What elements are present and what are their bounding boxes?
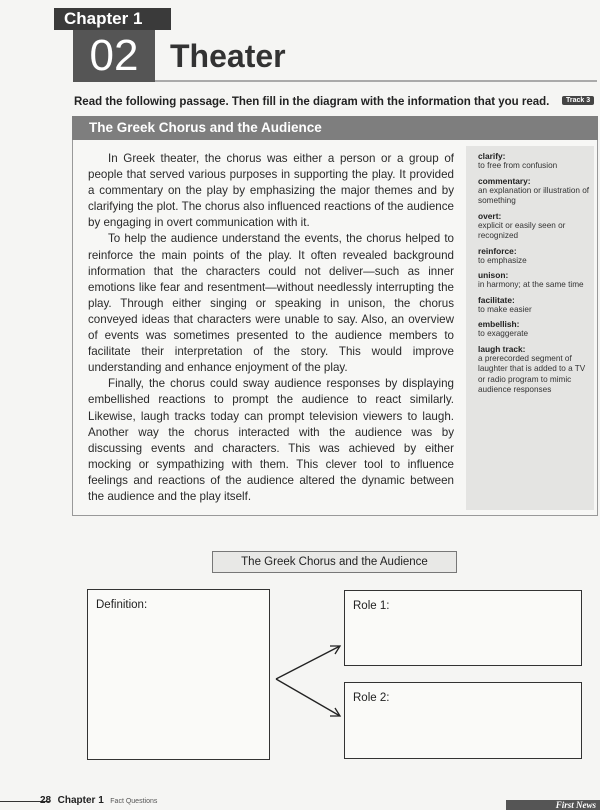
footer-section: Fact Questions <box>110 798 158 805</box>
vocab-definition: a prerecorded segment of laughter that is added to a TV or radio program to mimic audience responses <box>478 353 586 394</box>
arrowhead-icon <box>330 708 340 716</box>
vocab-item <box>478 246 594 267</box>
chapter-number: 02 <box>73 30 155 82</box>
page-number: 28 <box>40 795 52 806</box>
title-rule <box>155 80 597 82</box>
vocab-definition: to make easier <box>478 304 532 314</box>
diagram-title: The Greek Chorus and the Audience <box>212 551 457 573</box>
vocab-item <box>478 344 594 396</box>
role-2-box[interactable] <box>344 682 582 759</box>
passage-paragraph: To help the audience understand the events, the chorus helped to reinforce the main points of the play. It often revealed background information that the characters could not deliver—such as inner emotions like fear and resentment—without needlessly interrupting the play. Through either singing or speaking in unison, the chorus conveyed ideas that characters were unable to say. Also, an overview of events was sometimes presented to the audience members to facilitate their interpretation of the story. This would improve understanding and enhance enjoyment of the play. <box>88 232 454 375</box>
vocab-item <box>478 295 594 316</box>
vocab-term: reinforce: <box>478 245 517 256</box>
definition-label: Definition: <box>96 599 148 611</box>
vocab-item <box>478 151 594 172</box>
page-title: Theater <box>170 38 286 74</box>
vocab-item <box>478 270 594 291</box>
footer-chapter: Chapter 1 <box>57 795 104 806</box>
vocab-term: facilitate: <box>478 294 515 305</box>
passage-paragraph: Finally, the chorus could sway audience responses by displaying embellished reactions to prompt the audience to react similarly. Likewise, laugh tracks today can prompt television viewers to laugh. Another way the chorus interacted with the audience was by discussing events and characters. This was achieved by either mocking or sympathizing with them. This clever tool to influence feelings and reactions of the audience altered the dynamic between the audience and the play itself. <box>88 377 454 503</box>
arrow-to-role-1 <box>276 646 340 679</box>
vocab-item <box>478 319 594 340</box>
vocab-term: overt: <box>478 210 502 221</box>
diagram-arrows <box>270 640 345 740</box>
arrow-to-role-2 <box>276 679 340 716</box>
page-footer <box>40 795 157 806</box>
vocab-definition: to free from confusion <box>478 161 558 170</box>
vocab-item <box>478 211 594 242</box>
track-badge: Track 3 <box>562 96 594 105</box>
chapter-label: Chapter 1 <box>54 8 171 30</box>
vocab-term: laugh track: <box>478 343 526 354</box>
passage-text <box>88 151 454 505</box>
role-1-box[interactable] <box>344 590 582 666</box>
role-1-label: Role 1: <box>353 600 390 612</box>
passage-heading-bar <box>72 116 598 140</box>
instruction-text: Read the following passage. Then fill in the diagram with the information that you read. <box>74 96 550 108</box>
vocab-definition: explicit or easily seen or recognized <box>478 220 566 240</box>
vocab-definition: in harmony; at the same time <box>478 280 584 289</box>
vocab-term: clarify: <box>478 151 506 161</box>
vocab-definition: an explanation or illustration of something <box>478 185 590 205</box>
vocab-definition: to exaggerate <box>478 329 529 338</box>
passage-paragraph: In Greek theater, the chorus was either a person or a group of people that served various purposes in supporting the play. It provided a commentary on the play by emphasizing the major themes and by clarifying the plot. The chorus also influenced reactions of the audience by engaging in overt communication with it. <box>88 152 454 230</box>
vocab-term: embellish: <box>478 319 520 329</box>
definition-box[interactable] <box>87 589 270 760</box>
role-2-label: Role 2: <box>353 692 390 704</box>
vocab-definition: to emphasize <box>478 255 527 265</box>
passage-heading: The Greek Chorus and the Audience <box>89 120 322 135</box>
vocabulary-panel <box>466 146 594 510</box>
publisher-logo: First News <box>506 800 600 810</box>
vocab-term: unison: <box>478 270 509 280</box>
vocab-item <box>478 176 594 207</box>
vocab-term: commentary: <box>478 175 531 186</box>
